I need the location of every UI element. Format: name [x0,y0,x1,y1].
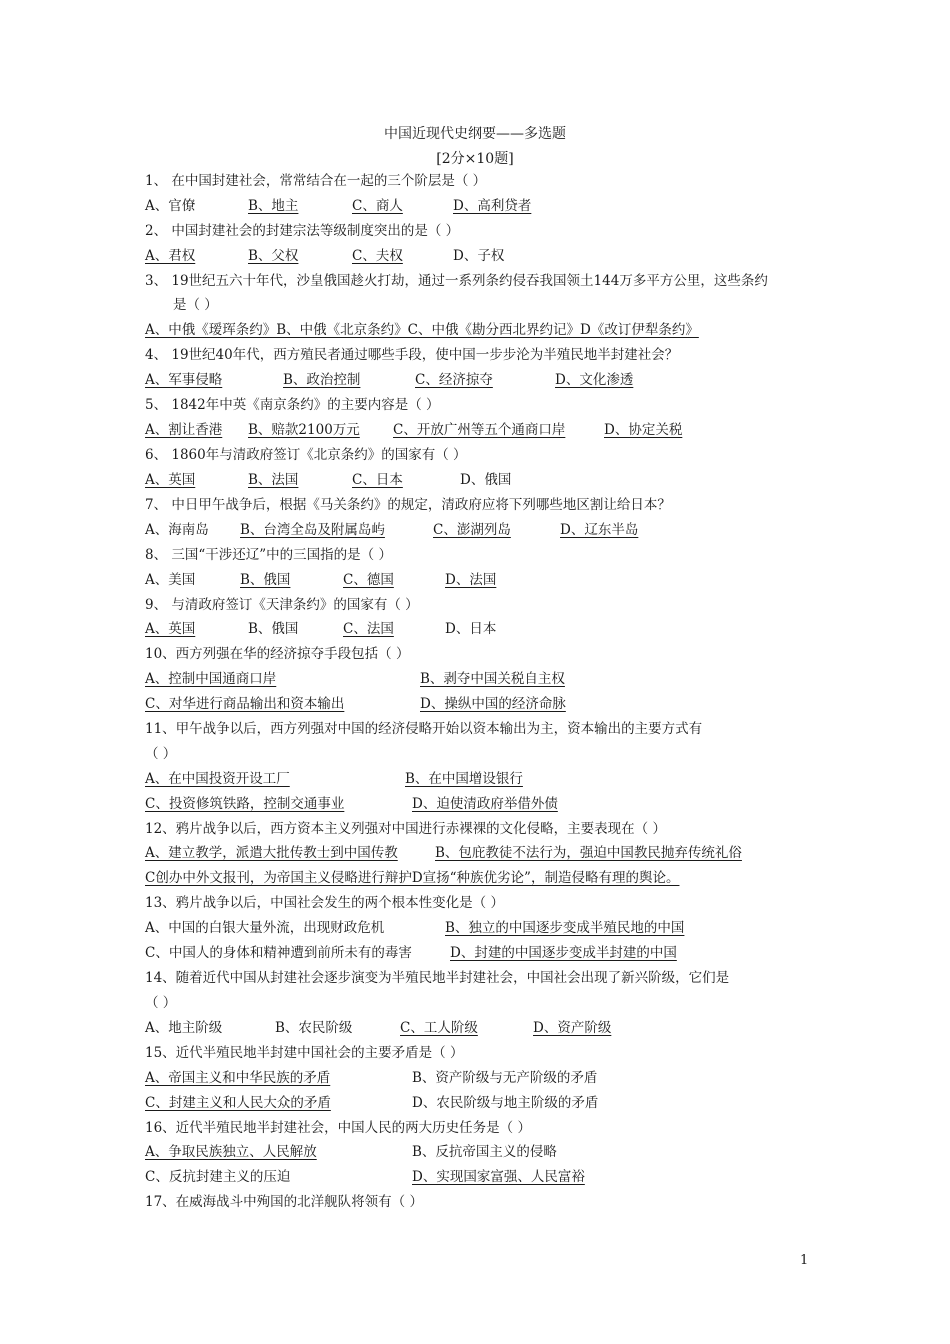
question-line: （ ） [145,995,177,1011]
answer-option: D、农民阶级与地主阶级的矛盾 [412,1095,599,1111]
answer-option: C、中国人的身体和精神遭到前所未有的毒害 [145,945,412,961]
answer-option-marked: B、独立的中国逐步变成半殖民地的中国 [445,920,685,936]
answer-option: D、日本 [445,621,497,637]
answer-option: A、中国的白银大量外流，出现财政危机 [145,920,385,936]
question-line: 1、 在中国封建社会，常常结合在一起的三个阶层是（ ） [145,173,487,189]
answer-option-marked: A、君权 [145,248,196,264]
question-line: 4、 19世纪40年代，西方殖民者通过哪些手段，使中国一步步沦为半殖民地半封建社会？ [145,347,679,363]
answer-option-marked: A、在中国投资开设工厂 [145,771,290,787]
answer-option: A、海南岛 [145,522,209,538]
question-line: 15、近代半殖民地半封建中国社会的主要矛盾是（ ） [145,1045,464,1061]
answer-option-marked: A、军事侵略 [145,372,223,388]
answer-option-marked: C、封建主义和人民大众的矛盾 [145,1095,331,1111]
answer-option: B、反抗帝国主义的侵略 [412,1144,557,1160]
question-line: 6、 1860年与清政府签订《北京条约》的国家有（ ） [145,447,467,463]
answer-option-marked: C、商人 [352,198,403,214]
answer-option-marked: B、赔款2100万元 [248,422,360,438]
question-line: 8、 三国“干涉还辽”中的三国指的是（ ） [145,547,392,563]
question-line: 10、西方列强在华的经济掠夺手段包括（ ） [145,646,410,662]
document-subtitle: [2分×10题] [436,151,514,167]
answer-option-marked: A、英国 [145,472,196,488]
answer-option-marked: A、争取民族独立、人民解放 [145,1144,317,1160]
answer-option-marked: D、实现国家富强、人民富裕 [412,1169,585,1185]
answer-option: D、子权 [453,248,505,264]
answer-option-marked: D、协定关税 [604,422,683,438]
answer-option-marked: C、开放广州等五个通商口岸 [393,422,566,438]
question-line: （ ） [145,746,177,762]
answer-option-marked: B、俄国 [240,572,291,588]
question-line: 9、 与清政府签订《天津条约》的国家有（ ） [145,597,419,613]
answer-option-marked: C、投资修筑铁路，控制交通事业 [145,796,345,812]
answer-option: B、俄国 [248,621,299,637]
answer-option-marked: D、法国 [445,572,497,588]
answer-option-marked: A、英国 [145,621,196,637]
question-line: 是（ ） [173,297,218,313]
answer-option: A、地主阶级 [145,1020,223,1036]
answer-option-marked: B、地主 [248,198,299,214]
answer-option-marked: B、父权 [248,248,299,264]
answer-option-marked: B、台湾全岛及附属岛屿 [240,522,385,538]
answer-option: B、农民阶级 [275,1020,353,1036]
answer-option-marked: A、中俄《瑷珲条约》B、中俄《北京条约》C、中俄《勘分西北界约记》D《改订伊犁条约》 [145,322,699,338]
answer-option-marked: D、辽东半岛 [560,522,639,538]
question-line: 14、随着近代中国从封建社会逐步演变为半殖民地半封建社会，中国社会出现了新兴阶级，它们是 [145,970,730,986]
question-line: 13、鸦片战争以后，中国社会发生的两个根本性变化是（ ） [145,895,504,911]
answer-option: C、反抗封建主义的压迫 [145,1169,291,1185]
answer-option-marked: D、文化渗透 [555,372,634,388]
question-line: 11、甲午战争以后，西方列强对中国的经济侵略开始以资本输出为主，资本输出的主要方式有 [145,721,703,737]
answer-option-marked: C、对华进行商品输出和资本输出 [145,696,345,712]
question-line: 12、鸦片战争以后，西方资本主义列强对中国进行赤裸裸的文化侵略，主要表现在（ ） [145,821,666,837]
answer-option-marked: D、资产阶级 [533,1020,612,1036]
answer-option: D、俄国 [460,472,512,488]
answer-option-marked: B、政治控制 [283,372,361,388]
answer-option-marked: C、经济掠夺 [415,372,493,388]
answer-option-marked: C、工人阶级 [400,1020,478,1036]
answer-option-marked: D、操纵中国的经济命脉 [420,696,566,712]
question-line: 5、 1842年中英《南京条约》的主要内容是（ ） [145,397,440,413]
answer-option-marked: C创办中外文报刊，为帝国主义侵略进行辩护D宣扬“种族优劣论”，制造侵略有理的舆论。 [145,870,680,886]
answer-option-marked: D、封建的中国逐步变成半封建的中国 [450,945,677,961]
answer-option-marked: B、包庇教徒不法行为，强迫中国教民抛弃传统礼俗 [435,845,742,861]
question-line: 3、 19世纪五六十年代，沙皇俄国趁火打劫，通过一系列条约侵吞我国领土144万多平方公里，这些条约 [145,273,768,289]
question-line: 16、近代半殖民地半封建社会，中国人民的两大历史任务是（ ） [145,1120,531,1136]
answer-option: A、官僚 [145,198,196,214]
answer-option-marked: C、法国 [343,621,394,637]
answer-option-marked: C、德国 [343,572,394,588]
question-line: 17、在威海战斗中殉国的北洋舰队将领有（ ） [145,1194,423,1210]
answer-option-marked: A、帝国主义和中华民族的矛盾 [145,1070,331,1086]
answer-option: B、资产阶级与无产阶级的矛盾 [412,1070,598,1086]
answer-option-marked: C、日本 [352,472,403,488]
answer-option-marked: A、建立教学，派遣大批传教士到中国传教 [145,845,398,861]
question-line: 2、 中国封建社会的封建宗法等级制度突出的是（ ） [145,223,460,239]
answer-option-marked: B、法国 [248,472,299,488]
question-line: 7、 中日甲午战争后，根据《马关条约》的规定，清政府应将下列哪些地区割让给日本？ [145,497,671,513]
answer-option-marked: B、剥夺中国关税自主权 [420,671,565,687]
answer-option-marked: A、控制中国通商口岸 [145,671,277,687]
answer-option-marked: B、在中国增设银行 [405,771,523,787]
answer-option-marked: C、夫权 [352,248,403,264]
answer-option-marked: D、迫使清政府举借外债 [412,796,558,812]
answer-option-marked: D、高利贷者 [453,198,532,214]
answer-option: A、美国 [145,572,196,588]
page-number: 1 [800,1253,809,1268]
answer-option-marked: A、割让香港 [145,422,223,438]
document-title: 中国近现代史纲要——多选题 [384,126,566,142]
answer-option-marked: C、澎湖列岛 [433,522,511,538]
